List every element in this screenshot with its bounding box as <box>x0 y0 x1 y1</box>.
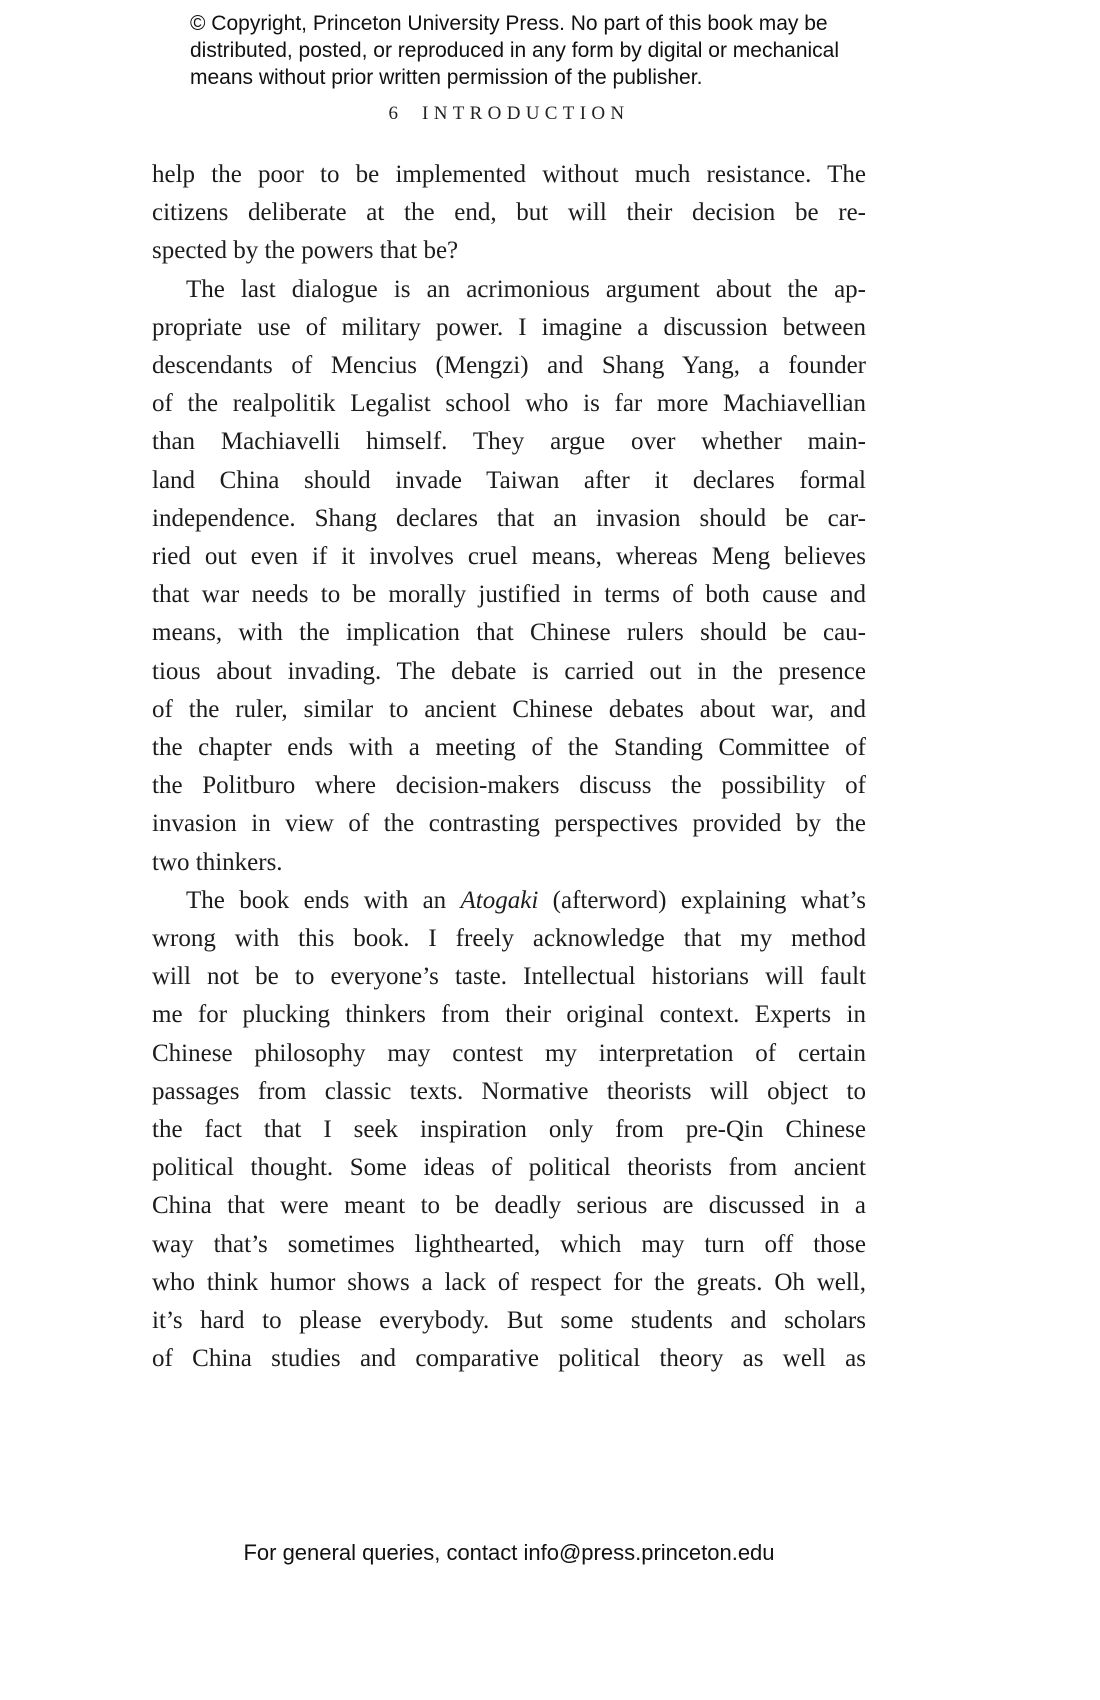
text-run: the Politburo where decision-makers discuss the possibility of <box>152 772 866 800</box>
text-line <box>152 500 866 538</box>
text-line <box>152 1264 866 1302</box>
text-run: tious about invading. The debate is carried out in the presence <box>152 657 866 685</box>
text-line <box>152 958 866 996</box>
text-run: independence. Shang declares that an invasion should be car- <box>152 504 866 532</box>
text-line <box>152 653 866 691</box>
text-line <box>152 614 866 652</box>
text-line <box>152 1187 866 1225</box>
paragraph <box>152 882 866 1379</box>
text-line <box>152 920 866 958</box>
text-run: (afterword) explaining what’s <box>538 886 866 914</box>
text-line <box>152 423 866 461</box>
text-line <box>152 1340 866 1378</box>
text-line <box>152 309 866 347</box>
text-line <box>152 1111 866 1149</box>
page-number: 6 <box>388 103 399 124</box>
text-line <box>152 271 866 309</box>
text-line <box>152 882 866 920</box>
text-run: of China studies and comparative political theory as well as <box>152 1345 866 1373</box>
text-line <box>152 1302 866 1340</box>
text-run: the fact that I seek inspiration only from pre-Qin Chinese <box>152 1116 866 1144</box>
copyright-line: distributed, posted, or reproduced in any form by digital or mechanical <box>190 39 840 62</box>
text-run: invasion in view of the contrasting perspectives provided by the <box>152 810 866 838</box>
text-line <box>152 1073 866 1111</box>
text-run: two thinkers. <box>152 848 283 876</box>
text-line <box>152 844 866 882</box>
text-line <box>152 691 866 729</box>
text-run: political thought. Some ideas of political theorists from ancient <box>152 1154 866 1182</box>
text-run: of the realpolitik Legalist school who is far more Machiavellian <box>152 390 866 418</box>
text-run: China that were meant to be deadly serious are discussed in a <box>152 1192 866 1220</box>
text-run: passages from classic texts. Normative theorists will object to <box>152 1077 866 1105</box>
italic-text-run: Atogaki <box>460 886 539 914</box>
text-run: citizens deliberate at the end, but will their decision be re- <box>152 199 866 227</box>
text-line <box>152 385 866 423</box>
text-run: land China should invade Taiwan after it declares formal <box>152 466 866 494</box>
text-run: help the poor to be implemented without much resistance. The <box>152 161 866 188</box>
text-run: descendants of Mencius (Mengzi) and Shang Yang, a founder <box>152 352 866 380</box>
text-run: propriate use of military power. I imagine a discussion between <box>152 313 866 341</box>
text-line <box>152 996 866 1034</box>
text-run: The book ends with an <box>186 886 461 914</box>
text-run: wrong with this book. I freely acknowledge that my method <box>152 925 866 953</box>
text-run: it’s hard to please everybody. But some students and scholars <box>152 1307 866 1335</box>
paragraph <box>152 156 866 271</box>
paragraph <box>152 271 866 882</box>
text-run: The last dialogue is an acrimonious argument about the ap- <box>186 275 866 303</box>
text-line <box>152 462 866 500</box>
text-line <box>152 156 866 194</box>
text-run: who think humor shows a lack of respect for the greats. Oh well, <box>152 1268 866 1296</box>
text-line <box>152 232 866 270</box>
text-run: me for plucking thinkers from their original context. Experts in <box>152 1001 866 1029</box>
text-run: of the ruler, similar to ancient Chinese debates about war, and <box>152 695 866 723</box>
text-run: the chapter ends with a meeting of the Standing Committee of <box>152 734 866 762</box>
text-line <box>152 194 866 232</box>
running-head <box>152 103 866 125</box>
text-run: spected by the powers that be? <box>152 237 459 265</box>
text-run: means, with the implication that Chinese rulers should be cau- <box>152 619 866 647</box>
text-line <box>152 347 866 385</box>
text-run: will not be to everyone’s taste. Intellectual historians will fault <box>152 963 866 991</box>
text-run: ried out even if it involves cruel means, whereas Meng believes <box>152 543 866 571</box>
chapter-title: INTRODUCTION <box>422 103 630 124</box>
text-line <box>152 805 866 843</box>
text-line <box>152 538 866 576</box>
text-run: that war needs to be morally justified in terms of both cause and <box>152 581 866 609</box>
text-line <box>152 1149 866 1187</box>
body-text <box>152 156 866 1379</box>
text-run: way that’s sometimes lighthearted, which may turn off those <box>152 1230 866 1258</box>
text-line <box>152 767 866 805</box>
text-run: Chinese philosophy may contest my interpretation of certain <box>152 1039 866 1067</box>
text-line <box>152 1035 866 1073</box>
text-run: than Machiavelli himself. They argue over whether main- <box>152 428 866 456</box>
copyright-line: © Copyright, Princeton University Press. No part of this book may be <box>190 12 828 35</box>
text-line <box>152 729 866 767</box>
copyright-notice <box>190 10 839 91</box>
text-line <box>152 1226 866 1264</box>
copyright-line: means without prior written permission of the publisher. <box>190 66 703 89</box>
text-line <box>152 576 866 614</box>
footer-queries-line: For general queries, contact info@press.princeton.edu <box>243 1540 775 1565</box>
